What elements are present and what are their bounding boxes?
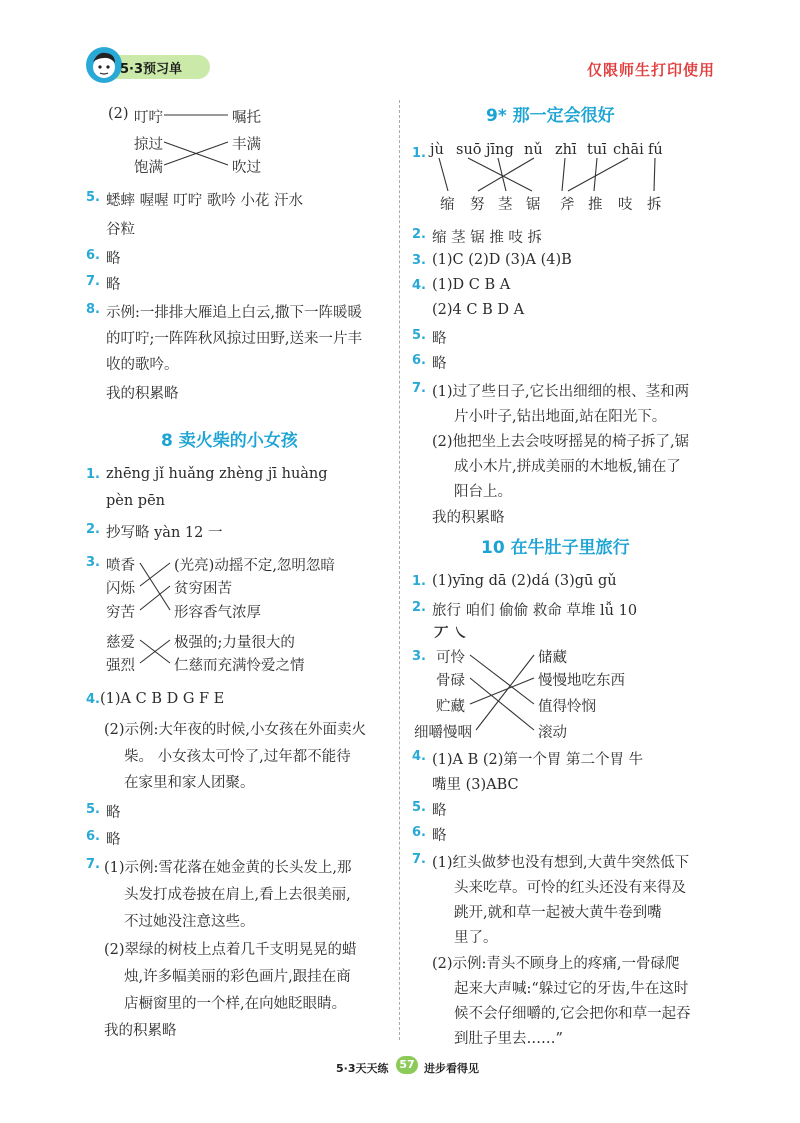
s8-q7-number: 7. [86,857,100,872]
s9-q5-answer: 略 [432,331,447,347]
q2-word-a3: 饱满 [134,160,163,176]
q2-word-b3: 吹过 [232,160,261,176]
s9-char-3: 茎 [498,197,513,213]
s8-q4-number: 4. [86,692,100,707]
s9-pinyin-2: suō [456,142,482,158]
match-line [470,655,534,704]
section-8-title: 8 卖火柴的小女孩 [161,431,298,451]
s10-q7-line3: 跳开,就和草一起被大黄牛卷到嘴 [454,905,662,921]
s8-q7-line6: 店橱窗里的一个样,在向她眨眼睛。 [124,996,347,1012]
page-number: 57 [396,1056,418,1074]
s8-q3-word-a3: 穷苦 [106,605,135,621]
s9-pinyin-3: jīng [486,142,514,158]
s8-q5-number: 5. [86,802,100,817]
match-line [470,678,534,704]
s10-q7-line7: 候不会仔细嚼的,它会把你和草一起吞 [454,1006,691,1022]
s9-q4-number: 4. [412,278,426,293]
s8-q3-word-a2: 闪烁 [106,581,135,597]
s8-q3-meaning-b4: 极强的;力量很大的 [174,635,295,651]
s10-q6-number: 6. [412,825,426,840]
s10-q6-answer: 略 [432,828,447,844]
s9-pinyin-6: tuī [587,142,607,158]
s10-q3-meaning-b4: 滚动 [538,725,567,741]
s9-q2-number: 2. [412,227,426,242]
s8-q2-number: 2. [86,522,100,537]
q5-answer-line1: 蟋蟀 喔喔 叮咛 歌吟 小花 汗水 [106,193,304,209]
s10-q2-strokes: 丆 ㇏ [434,625,469,642]
s9-char-2: 努 [470,197,485,213]
s10-q7-number: 7. [412,852,426,867]
s9-pinyin-4: nǔ [524,142,543,158]
s9-q3-answer: (1)C (2)D (3)A (4)B [432,252,572,268]
accumulation-note-1: 我的积累略 [106,386,179,402]
s8-q4-line2: (2)示例:大年夜的时候,小女孩在外面卖火 [104,722,367,738]
s8-q6-number: 6. [86,829,100,844]
column-divider [399,100,400,1040]
q6-number: 6. [86,248,100,263]
s10-q3-meaning-b2: 慢慢地吃东西 [538,673,625,689]
s8-q3-word-a4: 慈爱 [106,635,135,651]
s8-q3-number: 3. [86,555,100,570]
s8-q5-answer: 略 [106,805,121,821]
s10-q2-answer: 旅行 咱们 偷偷 救命 草堆 lǚ 10 [432,603,638,619]
s8-q7-line3: 不过她没注意这些。 [124,914,255,930]
q2-word-b1: 嘱托 [232,110,261,126]
s9-char-7: 吱 [618,197,633,213]
q8-answer-line1: 示例:一排排大雁追上白云,撒下一阵暖暖 [106,305,362,321]
s8-q4-line4: 在家里和家人团聚。 [124,775,255,791]
s9-q5-number: 5. [412,328,426,343]
s10-q7-line2: 头来吃草。可怜的红头还没有来得及 [454,880,686,896]
match-line [470,678,534,730]
s10-q5-answer: 略 [432,803,447,819]
q2-word-a1: 叮咛 [134,110,163,126]
q5-number: 5. [86,190,100,205]
match-line [478,158,534,191]
s9-q7-line2: 片小叶子,钻出地面,站在阳光下。 [454,409,667,425]
s9-pinyin-8: fú [648,142,663,158]
match-line [594,158,597,191]
header-badge-label: 5·3预习单 [120,62,183,77]
s10-q4-line2: 嘴里 (3)ABC [432,777,519,793]
s9-q4-line1: (1)D C B A [432,277,511,293]
s8-q7-line5: 烛,许多幅美丽的彩色画片,跟挂在商 [124,969,351,985]
mascot-avatar [84,45,124,85]
match-line [498,158,506,191]
s10-q3-meaning-b3: 值得怜悯 [538,699,596,715]
s9-pinyin-7: chāi [613,142,644,158]
s10-q4-number: 4. [412,749,426,764]
s8-q3-meaning-b3: 形容香气浓厚 [174,605,261,621]
s8-q3-meaning-b2: 贫穷困苦 [174,581,232,597]
match-line [476,655,534,730]
q7-number: 7. [86,274,100,289]
s10-q3-word-a2: 骨碌 [436,673,465,689]
s10-q3-word-a1: 可怜 [436,650,465,666]
s8-q1-number: 1. [86,467,100,482]
section-9-title: 9* 那一定会很好 [486,106,615,126]
s9-q6-number: 6. [412,353,426,368]
match-line [439,158,448,191]
s9-q7-line1: (1)过了些日子,它长出细细的根、茎和两 [432,384,690,400]
s10-q7-line8: 到肚子里去……” [454,1031,563,1047]
s10-q7-line1: (1)红头做梦也没有想到,大黄牛突然低下 [432,855,690,871]
s9-char-6: 推 [588,197,603,213]
q8-answer-line2: 的叮咛;一阵阵秋风掠过田野,送来一片丰 [106,331,362,347]
s8-q3-word-a5: 强烈 [106,658,135,674]
accumulation-note-3: 我的积累略 [432,510,505,526]
s8-q7-line1: (1)示例:雪花落在她金黄的长头发上,那 [104,860,352,876]
s10-q3-word-a3: 贮藏 [436,699,465,715]
match-line [164,142,228,165]
match-line [568,158,628,191]
s8-q7-line2: 头发打成卷披在肩上,看上去很美丽, [124,887,351,903]
q7-answer: 略 [106,277,121,293]
q6-answer: 略 [106,251,121,267]
s9-char-4: 锯 [526,197,541,213]
match-line [140,563,170,586]
s9-q2-answer: 缩 茎 锯 推 吱 拆 [432,230,543,246]
s10-q7-line4: 里了。 [454,930,498,946]
s10-q2-number: 2. [412,600,426,615]
match-line [562,158,565,191]
footer-left: 5·3天天练 [336,1062,389,1075]
s8-q2-answer: 抄写略 yàn 12 一 [106,525,223,541]
s9-char-1: 缩 [440,197,455,213]
s9-q7-line5: 阳台上。 [454,484,512,500]
match-line [654,158,655,191]
s9-q6-answer: 略 [432,356,447,372]
s9-pinyin-5: zhī [555,142,577,158]
section-10-title: 10 在牛肚子里旅行 [481,538,630,558]
s8-q3-word-a1: 喷香 [106,558,135,574]
header-print-notice: 仅限师生打印使用 [587,61,716,79]
match-line [140,640,170,663]
match-line [468,158,532,191]
s8-q7-line4: (2)翠绿的树枝上点着几千支明晃晃的蜡 [104,942,357,958]
s8-q3-meaning-b5: 仁慈而充满怜爱之情 [174,658,305,674]
s10-q3-number: 3. [412,649,426,664]
s10-q4-line1: (1)A B (2)第一个胃 第二个胃 牛 [432,752,644,768]
s9-q7-number: 7. [412,381,426,396]
s8-q3-meaning-b1: (光亮)动摇不定,忽明忽暗 [174,558,335,574]
s10-q1-number: 1. [412,574,426,589]
q8-answer-line3: 收的歌吟。 [106,357,179,373]
s9-q1-number: 1. [412,146,426,161]
q5-answer-line2: 谷粒 [106,222,135,238]
s10-q7-line5: (2)示例:青头不顾身上的疼痛,一骨碌爬 [432,956,680,972]
s9-char-5: 斧 [560,197,575,213]
s10-q1-answer: (1)yīng dā (2)dá (3)gū gǔ [432,573,617,589]
match-line [140,563,170,610]
s8-q4-line3: 柴。 小女孩太可怜了,过年都不能待 [124,749,351,765]
match-line [140,586,170,610]
s9-q4-line2: (2)4 C B D A [432,302,525,318]
accumulation-note-2: 我的积累略 [104,1023,177,1039]
s9-q3-number: 3. [412,253,426,268]
s10-q7-line6: 起来大声喊:“躲过它的牙齿,牛在这时 [454,981,689,997]
s9-q7-line4: 成小木片,拼成美丽的木地板,铺在了 [454,459,681,475]
s10-q5-number: 5. [412,800,426,815]
s10-q3-meaning-b1: 储藏 [538,650,567,666]
s8-q6-answer: 略 [106,832,121,848]
match-line [140,640,170,663]
s8-q1-pinyin-line1: zhēng jǐ huǎng zhèng jī huàng [106,466,328,482]
s8-q1-pinyin-line2: pèn pēn [106,493,166,509]
s8-q4-line1: (1)A C B D G F E [100,691,225,707]
footer-right: 进步看得见 [424,1062,479,1075]
q8-number: 8. [86,302,100,317]
q2-word-b2: 丰满 [232,137,261,153]
q2-label: (2) [108,106,129,122]
s10-q3-word-a4: 细嚼慢咽 [414,725,472,741]
s9-pinyin-1: jù [430,142,444,158]
q2-word-a2: 掠过 [134,137,163,153]
match-line [164,142,228,165]
s9-char-8: 拆 [647,197,662,213]
s9-q7-line3: (2)他把坐上去会吱呀摇晃的椅子拆了,锯 [432,434,690,450]
